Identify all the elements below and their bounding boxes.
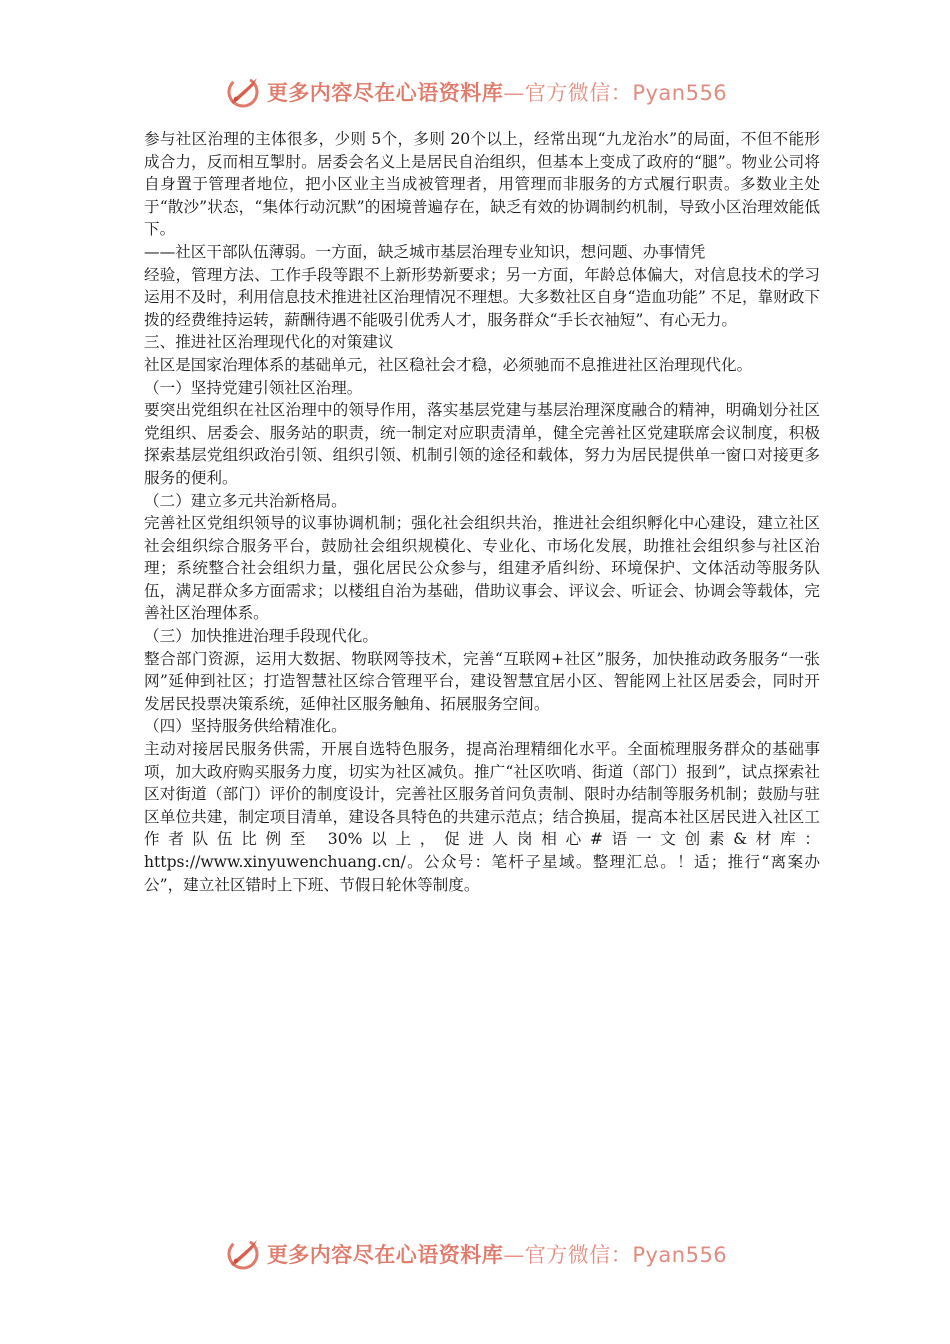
watermark-wechat-label: 官方微信： xyxy=(524,1243,633,1267)
watermark-main: 更多内容尽在心语资料库 xyxy=(266,81,504,105)
subsection-heading: （一）坚持党建引领社区治理。 xyxy=(144,378,363,397)
watermark-main: 更多内容尽在心语资料库 xyxy=(266,1243,504,1267)
header-watermark xyxy=(0,70,950,114)
paragraph: 参与社区治理的主体很多，少则 5个，多则 20个以上，经常出现“九龙治水”的局面，不但不能形成合力，反而相互掣肘。居委会名义上是居民自治组织，但基本上变成了政府的“腿”。物业公司将自身置于管理者地位，把小区业主当成被管理者，用管理而非服务的方式履行职责。多数业主处于“散沙”状态，“集体行动沉默”的困境普遍存在，缺乏有效的协调制约机制，导致小区治理效能低下。 xyxy=(144,130,820,239)
watermark-wechat-label: 官方微信： xyxy=(524,81,633,105)
document-body xyxy=(144,128,820,896)
paragraph: 完善社区党组织领导的议事协调机制；强化社会组织共治，推进社会组织孵化中心建设，建立社区社会组织综合服务平台，鼓励社会组织规模化、专业化、市场化发展，助推社会组织参与社区治理；系统整合社会组织力量，强化居民公众参与，组建矛盾纠纷、环境保护、文体活动等服务队伍，满足群众多方面需求；以楼组自治为基础，借助议事会、评议会、听证会、协调会等载体，完善社区治理体系。 xyxy=(144,514,820,623)
paragraph: 整合部门资源，运用大数据、物联网等技术，完善“互联网+社区”服务，加快推动政务服务“一张网”延伸到社区；打造智慧社区综合管理平台，建设智慧宜居小区、智能网上社区居委会，同时开发居民投票决策系统，延伸社区服务触角、拓展服务空间。 xyxy=(144,649,820,713)
watermark-text xyxy=(267,77,727,107)
watermark-separator: — xyxy=(503,1243,525,1267)
brush-logo-icon xyxy=(223,72,263,112)
footer-watermark xyxy=(0,1232,950,1276)
paragraph: 社区是国家治理体系的基础单元，社区稳社会才稳，必须驰而不息推进社区治理现代化。 xyxy=(144,355,753,374)
paragraph: ——社区干部队伍薄弱。一方面，缺乏城市基层治理专业知识，想问题、办事情凭 xyxy=(144,242,706,261)
subsection-heading: （四）坚持服务供给精准化。 xyxy=(144,717,347,736)
watermark-separator: — xyxy=(503,81,525,105)
brush-logo-icon xyxy=(223,1234,263,1274)
watermark-wechat-id: Pyan556 xyxy=(632,1243,728,1267)
watermark-wechat-id: Pyan556 xyxy=(632,81,728,105)
paragraph: 主动对接居民服务供需，开展自选特色服务，提高治理精细化水平。全面梳理服务群众的基础事项，加大政府购买服务力度，切实为社区减负。推广“社区吹哨、街道（部门）报到”，试点探索社区对街道（部门）评价的制度设计，完善社区服务首问负责制、限时办结制等服务机制；鼓励与驻区单位共建，制定项目清单，建设各具特色的共建示范点；结合换届，提高本社区居民进入社区工作者队伍比例至 30%以上，促进人岗相心#语一文创素&材库：https://www.xinyuwenchuang.cn/。公众号：笔杆子星域。整理汇总。！适；推行“离案办公”，建立社区错时上下班、节假日轮休等制度。 xyxy=(144,740,820,894)
subsection-heading: （三）加快推进治理手段现代化。 xyxy=(144,627,378,646)
subsection-heading: （二）建立多元共治新格局。 xyxy=(144,491,347,510)
section-heading: 三、推进社区治理现代化的对策建议 xyxy=(144,333,394,352)
watermark-text xyxy=(267,1239,727,1269)
paragraph: 经验，管理方法、工作手段等跟不上新形势新要求；另一方面，年龄总体偏大，对信息技术的学习运用不及时，利用信息技术推进社区治理情况不理想。大多数社区自身“造血功能” 不足，靠财政下拨的经费维持运转，薪酬待遇不能吸引优秀人才，服务群众“手长衣袖短”、有心无力。 xyxy=(144,265,820,329)
paragraph: 要突出党组织在社区治理中的领导作用，落实基层党建与基层治理深度融合的精神，明确划分社区党组织、居委会、服务站的职责，统一制定对应职责清单，健全完善社区党建联席会议制度，积极探索基层党组织政治引领、组织引领、机制引领的途径和载体，努力为居民提供单一窗口对接更多服务的便利。 xyxy=(144,401,820,487)
